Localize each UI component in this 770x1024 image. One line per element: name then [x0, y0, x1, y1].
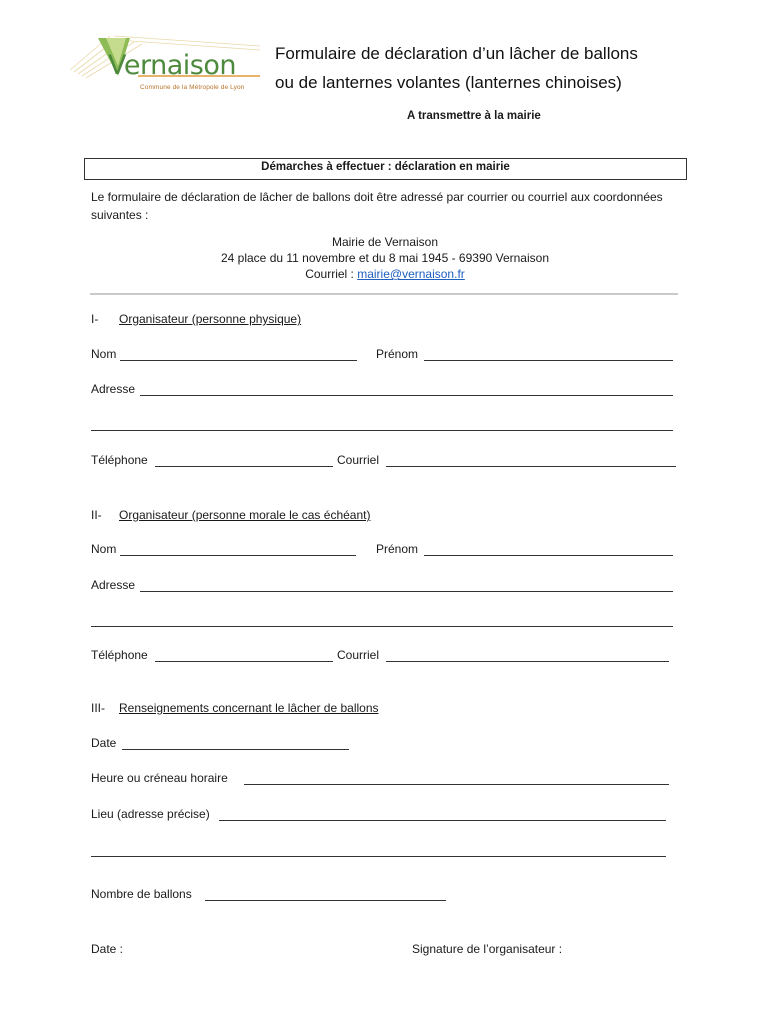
form-title-line2: ou de lanternes volantes (lanternes chinoises) [275, 73, 622, 92]
address-line2: 24 place du 11 novembre et du 8 mai 1945 - 69390 Vernaison [220, 251, 549, 265]
section1-prenom-label: Prénom [376, 347, 419, 361]
section3-title: Renseignements concernant le lâcher de ballons [119, 701, 379, 715]
section1-adresse-field-2[interactable] [91, 430, 673, 431]
section1-prenom-field[interactable] [424, 360, 673, 361]
form-title-line1: Formulaire de déclaration d’un lâcher de ballons [275, 44, 638, 63]
address-line1: Mairie de Vernaison [331, 235, 439, 249]
section2-courriel-label: Courriel [337, 648, 380, 662]
section3-date-label: Date [91, 736, 117, 750]
section2-prenom-field[interactable] [424, 555, 673, 556]
email-label: Courriel : [305, 267, 358, 281]
section3-number: III- [91, 701, 105, 715]
section1-number: I- [91, 312, 99, 326]
procedure-paragraph: Le formulaire de déclaration de lâcher de ballons doit être adressé par courrier ou courriel aux coordonnées suivantes : [91, 190, 663, 222]
transmit-note: A transmettre à la mairie [407, 110, 541, 122]
section2-nom-label: Nom [91, 542, 117, 556]
footer-date-label: Date : [91, 942, 124, 956]
logo-text: Vernaison [108, 50, 236, 81]
section3-nombre-label: Nombre de ballons [91, 887, 192, 901]
section2-courriel-field[interactable] [386, 661, 669, 662]
section3-heure-label: Heure ou créneau horaire [91, 771, 228, 785]
section1-courriel-label: Courriel [337, 453, 380, 467]
section3-lieu-field[interactable] [219, 820, 666, 821]
section1-nom-field[interactable] [120, 360, 357, 361]
section1-nom-label: Nom [91, 347, 117, 361]
section3-lieu-field-2[interactable] [91, 856, 666, 857]
section1-telephone-label: Téléphone [91, 453, 148, 467]
section2-prenom-label: Prénom [376, 542, 419, 556]
section2-nom-field[interactable] [120, 555, 356, 556]
section2-number: II- [91, 508, 102, 522]
section3-date-field[interactable] [122, 749, 349, 750]
section1-adresse-field[interactable] [140, 395, 673, 396]
section2-adresse-field-2[interactable] [91, 626, 673, 627]
procedure-box [84, 158, 687, 180]
section3-heure-field[interactable] [244, 784, 669, 785]
section1-telephone-field[interactable] [155, 466, 333, 467]
section1-courriel-field[interactable] [386, 466, 676, 467]
section2-title: Organisateur (personne morale le cas échéant) [119, 508, 371, 522]
section2-telephone-field[interactable] [155, 661, 333, 662]
section2-telephone-label: Téléphone [91, 648, 148, 662]
section3-nombre-field[interactable] [205, 900, 446, 901]
section1-title: Organisateur (personne physique) [119, 312, 302, 326]
footer-signature-label: Signature de l’organisateur : [412, 942, 563, 956]
section2-adresse-label: Adresse [91, 578, 136, 592]
section3-lieu-label: Lieu (adresse précise) [91, 807, 210, 821]
section2-adresse-field[interactable] [140, 591, 673, 592]
section1-adresse-label: Adresse [91, 382, 136, 396]
email-link[interactable]: mairie@vernaison.fr [357, 267, 465, 281]
divider [90, 293, 678, 295]
procedure-box-title: Démarches à effectuer : déclaration en mairie [261, 161, 510, 173]
logo-subtitle: Commune de la Métropole de Lyon [140, 84, 245, 91]
address-email-line [91, 267, 679, 281]
